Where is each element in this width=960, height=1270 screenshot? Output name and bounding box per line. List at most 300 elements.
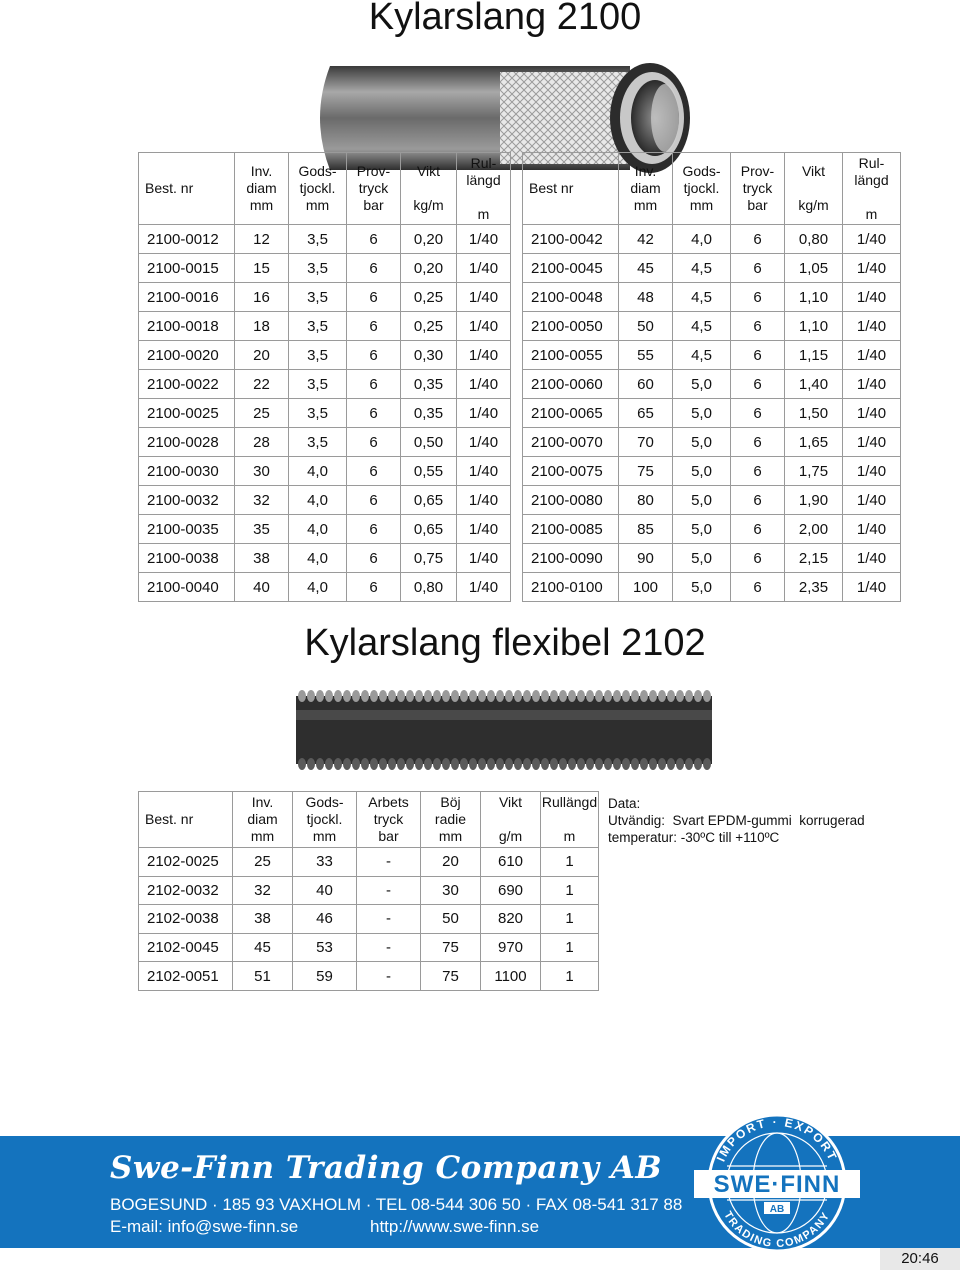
table-cell: 75	[619, 457, 673, 486]
corrugation-rib	[622, 758, 630, 770]
corrugation-rib	[487, 690, 495, 702]
corrugation-rib	[649, 758, 657, 770]
col-header: Prov- tryck bar	[731, 153, 785, 225]
table-cell: 4,5	[673, 312, 731, 341]
table-row	[139, 254, 511, 283]
table-cell: 6	[347, 573, 401, 602]
corrugation-rib	[631, 758, 639, 770]
table-cell: 1/40	[457, 312, 511, 341]
table-cell: 5,0	[673, 457, 731, 486]
table-cell: 2100-0085	[523, 515, 619, 544]
table-cell: 50	[619, 312, 673, 341]
table-cell: 6	[347, 254, 401, 283]
table-cell: 40	[293, 876, 357, 905]
table-cell: 60	[619, 370, 673, 399]
corrugation-rib	[631, 690, 639, 702]
table-cell: 38	[235, 544, 289, 573]
corrugation-rib	[676, 690, 684, 702]
table-row	[523, 428, 901, 457]
col-header: Böj radie mm	[421, 792, 481, 848]
table-cell: 2100-0040	[139, 573, 235, 602]
table-cell: 2100-0030	[139, 457, 235, 486]
corrugation-rib	[307, 690, 315, 702]
corrugation-rib	[370, 690, 378, 702]
data-note	[608, 795, 865, 846]
corrugation-rib	[334, 758, 342, 770]
table-cell: 970	[481, 933, 541, 962]
table-cell: 2100-0055	[523, 341, 619, 370]
table-cell: 2102-0045	[139, 933, 233, 962]
table-cell: 1100	[481, 962, 541, 991]
table-cell: 4,5	[673, 341, 731, 370]
corrugation-rib	[316, 758, 324, 770]
table-cell: 5,0	[673, 515, 731, 544]
table-cell: 6	[731, 399, 785, 428]
table-cell: 25	[233, 848, 293, 877]
table-cell: 65	[619, 399, 673, 428]
table-cell: 4,5	[673, 283, 731, 312]
table-cell: 1/40	[457, 254, 511, 283]
corrugation-rib	[622, 690, 630, 702]
table-cell: 0,50	[401, 428, 457, 457]
corrugation-rib	[316, 690, 324, 702]
table-cell: 2100-0070	[523, 428, 619, 457]
table-cell: 2100-0028	[139, 428, 235, 457]
table-cell: 25	[235, 399, 289, 428]
table-row	[139, 399, 511, 428]
table-cell: 3,5	[289, 399, 347, 428]
table-cell: 2,00	[785, 515, 843, 544]
corrugation-rib	[406, 690, 414, 702]
corrugation-rib	[307, 758, 315, 770]
corrugation-rib	[595, 690, 603, 702]
table-cell: 3,5	[289, 254, 347, 283]
table-cell: 6	[347, 399, 401, 428]
table-cell: 1/40	[843, 312, 901, 341]
corrugation-rib	[505, 690, 513, 702]
table-row	[139, 370, 511, 399]
spec-table-2100-right	[522, 152, 901, 602]
table-row	[139, 876, 599, 905]
table-cell: 2100-0032	[139, 486, 235, 515]
table-cell: 1/40	[843, 515, 901, 544]
table-cell: -	[357, 962, 421, 991]
table-cell: 1/40	[843, 428, 901, 457]
corrugation-rib	[469, 758, 477, 770]
corrugation-rib	[343, 690, 351, 702]
table-cell: 2100-0042	[523, 225, 619, 254]
corrugation-rib	[496, 690, 504, 702]
table-cell: 0,80	[785, 225, 843, 254]
table-cell: 1/40	[457, 370, 511, 399]
corrugation-rib	[532, 690, 540, 702]
table-row	[139, 283, 511, 312]
table-row	[139, 341, 511, 370]
table-cell: 18	[235, 312, 289, 341]
table-cell: 16	[235, 283, 289, 312]
table-row	[523, 399, 901, 428]
table-cell: -	[357, 876, 421, 905]
table-row	[523, 515, 901, 544]
table-cell: 2100-0038	[139, 544, 235, 573]
table-cell: 1/40	[457, 457, 511, 486]
table-cell: 59	[293, 962, 357, 991]
table-cell: 820	[481, 905, 541, 934]
corrugation-rib	[451, 690, 459, 702]
corrugation-rib	[658, 758, 666, 770]
table-cell: 1	[541, 905, 599, 934]
corrugation-rib	[640, 758, 648, 770]
table-cell: 1/40	[457, 225, 511, 254]
corrugation-rib	[370, 758, 378, 770]
table-cell: 1,75	[785, 457, 843, 486]
table-cell: 6	[347, 428, 401, 457]
col-header: Gods- tjockl. mm	[293, 792, 357, 848]
col-header: Prov- tryck bar	[347, 153, 401, 225]
corrugation-rib	[325, 690, 333, 702]
corrugation-rib	[451, 758, 459, 770]
table-cell: 12	[235, 225, 289, 254]
table-cell: 48	[619, 283, 673, 312]
table-cell: 5,0	[673, 486, 731, 515]
table-cell: 6	[731, 312, 785, 341]
table-cell: 46	[293, 905, 357, 934]
table-cell: 0,65	[401, 515, 457, 544]
corrugation-rib	[361, 758, 369, 770]
table-cell: 2100-0020	[139, 341, 235, 370]
table-cell: 1/40	[843, 544, 901, 573]
col-header: Vikt g/m	[481, 792, 541, 848]
table-cell: 0,35	[401, 399, 457, 428]
corrugation-rib	[676, 758, 684, 770]
corrugation-rib	[352, 690, 360, 702]
table-cell: 1/40	[843, 341, 901, 370]
page-number: 20:46	[880, 1248, 960, 1270]
table-cell: 100	[619, 573, 673, 602]
table-cell: 2100-0016	[139, 283, 235, 312]
table-cell: -	[357, 933, 421, 962]
corrugation-rib	[415, 690, 423, 702]
table-cell: 1/40	[457, 544, 511, 573]
table-cell: 1/40	[457, 428, 511, 457]
table-cell: 5,0	[673, 370, 731, 399]
table-cell: 1/40	[457, 399, 511, 428]
corrugation-rib	[514, 758, 522, 770]
table-cell: 1,50	[785, 399, 843, 428]
table-cell: 1/40	[843, 573, 901, 602]
table-cell: 1	[541, 848, 599, 877]
corrugation-rib	[640, 690, 648, 702]
table-cell: 0,75	[401, 544, 457, 573]
corrugation-rib	[685, 690, 693, 702]
corrugation-rib	[685, 758, 693, 770]
corrugation-rib	[514, 690, 522, 702]
table-row	[523, 254, 901, 283]
col-header: Gods- tjockl. mm	[289, 153, 347, 225]
table-cell: 1/40	[843, 254, 901, 283]
corrugation-rib	[559, 690, 567, 702]
corrugation-rib	[532, 758, 540, 770]
table-cell: 1	[541, 933, 599, 962]
table-cell: 610	[481, 848, 541, 877]
table-cell: 20	[421, 848, 481, 877]
corrugation-rib	[550, 690, 558, 702]
table-cell: 4,0	[289, 486, 347, 515]
corrugation-rib	[388, 690, 396, 702]
table-cell: 70	[619, 428, 673, 457]
table-cell: 3,5	[289, 341, 347, 370]
table-cell: 1/40	[457, 486, 511, 515]
corrugation-rib	[415, 758, 423, 770]
table-cell: 50	[421, 905, 481, 934]
table-cell: 28	[235, 428, 289, 457]
corrugation-rib	[595, 758, 603, 770]
table-cell: 2100-0018	[139, 312, 235, 341]
corrugation-rib	[541, 690, 549, 702]
table-cell: 0,65	[401, 486, 457, 515]
col-header: Arbets tryck bar	[357, 792, 421, 848]
table-cell: 2100-0100	[523, 573, 619, 602]
corrugation-rib	[352, 758, 360, 770]
table-cell: 1/40	[843, 457, 901, 486]
table-cell: 6	[347, 457, 401, 486]
table-cell: 4,0	[289, 544, 347, 573]
table-cell: -	[357, 905, 421, 934]
table-cell: 5,0	[673, 544, 731, 573]
corrugation-rib	[469, 690, 477, 702]
corrugation-rib	[559, 758, 567, 770]
table-cell: 1/40	[843, 283, 901, 312]
table-cell: 4,0	[289, 515, 347, 544]
table-cell: 85	[619, 515, 673, 544]
logo-bottom-text: TRADING COMPANY	[721, 1209, 833, 1251]
table-row	[139, 486, 511, 515]
corrugation-rib	[613, 690, 621, 702]
table-cell: 1/40	[457, 573, 511, 602]
table-cell: 33	[293, 848, 357, 877]
table-cell: 1/40	[457, 515, 511, 544]
table-cell: 1,10	[785, 283, 843, 312]
table-cell: 51	[233, 962, 293, 991]
table-cell: 40	[235, 573, 289, 602]
table-row	[523, 370, 901, 399]
table-row	[523, 312, 901, 341]
table-cell: 0,25	[401, 312, 457, 341]
corrugation-rib	[604, 690, 612, 702]
table-cell: 22	[235, 370, 289, 399]
table-row	[139, 573, 511, 602]
table-cell: 2100-0075	[523, 457, 619, 486]
corrugation-rib	[550, 758, 558, 770]
table-row	[139, 962, 599, 991]
table-cell: 0,20	[401, 225, 457, 254]
corrugation-rib	[478, 690, 486, 702]
corrugation-rib	[667, 690, 675, 702]
table-cell: 42	[619, 225, 673, 254]
corrugation-rib	[694, 758, 702, 770]
table-cell: 2100-0065	[523, 399, 619, 428]
table-cell: 35	[235, 515, 289, 544]
table-header-row	[139, 792, 599, 848]
company-name: Swe-Finn Trading Company AB	[110, 1150, 663, 1186]
corrugation-rib	[523, 758, 531, 770]
table-cell: 6	[731, 341, 785, 370]
table-cell: 1	[541, 876, 599, 905]
table-cell: 2100-0050	[523, 312, 619, 341]
page-title: Kylarslang 2100	[368, 0, 642, 38]
corrugation-rib	[478, 758, 486, 770]
col-header: Best. nr	[139, 792, 233, 848]
table-cell: 1,90	[785, 486, 843, 515]
table-cell: 4,0	[289, 573, 347, 602]
table-cell: 3,5	[289, 283, 347, 312]
table-cell: 0,30	[401, 341, 457, 370]
table-cell: 1/40	[457, 341, 511, 370]
table-cell: 1/40	[843, 486, 901, 515]
table-cell: 75	[421, 962, 481, 991]
table-header-row	[139, 153, 511, 225]
corrugation-rib	[460, 690, 468, 702]
corrugation-rib	[577, 758, 585, 770]
corrugation-rib	[613, 758, 621, 770]
table-cell: 2100-0022	[139, 370, 235, 399]
table-row	[523, 573, 901, 602]
corrugation-rib	[397, 758, 405, 770]
corrugation-rib	[379, 758, 387, 770]
corrugation-rib	[703, 690, 711, 702]
table-cell: 2,35	[785, 573, 843, 602]
table-cell: 2102-0051	[139, 962, 233, 991]
table-cell: 1/40	[843, 399, 901, 428]
spec-table-2100-left	[138, 152, 511, 602]
corrugation-rib	[388, 758, 396, 770]
table-cell: 1,40	[785, 370, 843, 399]
corrugation-rib	[658, 690, 666, 702]
table-cell: 38	[233, 905, 293, 934]
corrugation-rib	[325, 758, 333, 770]
table-row	[139, 933, 599, 962]
table-cell: 55	[619, 341, 673, 370]
table-header-row	[523, 153, 901, 225]
table-cell: 6	[731, 486, 785, 515]
table-row	[523, 486, 901, 515]
spec-table-2102	[138, 791, 599, 991]
corrugation-rib	[568, 690, 576, 702]
col-header: Gods- tjockl. mm	[673, 153, 731, 225]
data-note-heading: Data:	[608, 796, 641, 811]
table-row	[139, 225, 511, 254]
logo-ab-text: AB	[769, 1204, 785, 1215]
table-cell: 5,0	[673, 399, 731, 428]
corrugation-rib	[397, 690, 405, 702]
table-cell: 45	[619, 254, 673, 283]
table-cell: 2100-0090	[523, 544, 619, 573]
corrugation-rib	[703, 758, 711, 770]
table-row	[139, 457, 511, 486]
col-header: Best nr	[523, 153, 619, 225]
corrugation-rib	[406, 758, 414, 770]
table-cell: 2100-0045	[523, 254, 619, 283]
table-cell: 75	[421, 933, 481, 962]
logo-main-text: SWE·FINN	[713, 1171, 841, 1198]
corrugation-rib	[667, 758, 675, 770]
corrugation-rib	[586, 758, 594, 770]
corrugation-rib	[577, 690, 585, 702]
table-cell: 5,0	[673, 428, 731, 457]
table-cell: 2102-0032	[139, 876, 233, 905]
table-cell: 4,0	[673, 225, 731, 254]
table-cell: 2102-0025	[139, 848, 233, 877]
corrugation-rib	[649, 690, 657, 702]
table-cell: 2100-0080	[523, 486, 619, 515]
table-cell: 2100-0012	[139, 225, 235, 254]
table-row	[139, 848, 599, 877]
table-cell: 2102-0038	[139, 905, 233, 934]
table-cell: 2100-0060	[523, 370, 619, 399]
table-cell: 0,55	[401, 457, 457, 486]
table-cell: 6	[347, 225, 401, 254]
col-header: Vikt kg/m	[401, 153, 457, 225]
corrugation-rib	[694, 690, 702, 702]
table-cell: 5,0	[673, 573, 731, 602]
table-cell: 6	[731, 428, 785, 457]
corrugation-rib	[298, 758, 306, 770]
table-cell: 2100-0048	[523, 283, 619, 312]
col-header: Best. nr	[139, 153, 235, 225]
table-cell: 3,5	[289, 225, 347, 254]
table-row	[523, 457, 901, 486]
table-cell: 2100-0035	[139, 515, 235, 544]
table-cell: 6	[731, 283, 785, 312]
table-cell: 3,5	[289, 312, 347, 341]
table-cell: 6	[347, 486, 401, 515]
data-note-line1: Utvändig: Svart EPDM-gummi korrugerad	[608, 813, 865, 828]
corrugation-rib	[433, 690, 441, 702]
table-cell: 53	[293, 933, 357, 962]
table-cell: 1,05	[785, 254, 843, 283]
table-cell: -	[357, 848, 421, 877]
corrugation-rib	[505, 758, 513, 770]
hose-2102-illustration	[288, 686, 718, 774]
table-cell: 6	[347, 515, 401, 544]
table-cell: 1,15	[785, 341, 843, 370]
table-cell: 6	[731, 370, 785, 399]
corrugation-rib	[361, 690, 369, 702]
swe-finn-logo	[692, 1108, 862, 1258]
corrugation-rib	[487, 758, 495, 770]
table-cell: 2100-0015	[139, 254, 235, 283]
hose-highlight	[296, 710, 712, 720]
company-email[interactable]: E-mail: info@swe-finn.se	[110, 1217, 299, 1236]
col-header: Inv. diam mm	[619, 153, 673, 225]
company-address: BOGESUND · 185 93 VAXHOLM · TEL 08-544 306 50 · FAX 08-541 317 88	[110, 1195, 683, 1214]
table-cell: 2,15	[785, 544, 843, 573]
corrugation-rib	[586, 690, 594, 702]
col-header: Vikt kg/m	[785, 153, 843, 225]
table-cell: 1,65	[785, 428, 843, 457]
table-cell: 1/40	[843, 370, 901, 399]
table-cell: 6	[731, 457, 785, 486]
table-row	[523, 225, 901, 254]
table-cell: 0,25	[401, 283, 457, 312]
company-website[interactable]: http://www.swe-finn.se	[370, 1217, 540, 1236]
table-cell: 20	[235, 341, 289, 370]
table-cell: 30	[421, 876, 481, 905]
table-cell: 6	[347, 312, 401, 341]
table-cell: 4,0	[289, 457, 347, 486]
section-title-flexibel: Kylarslang flexibel 2102	[304, 622, 706, 664]
table-cell: 6	[731, 225, 785, 254]
